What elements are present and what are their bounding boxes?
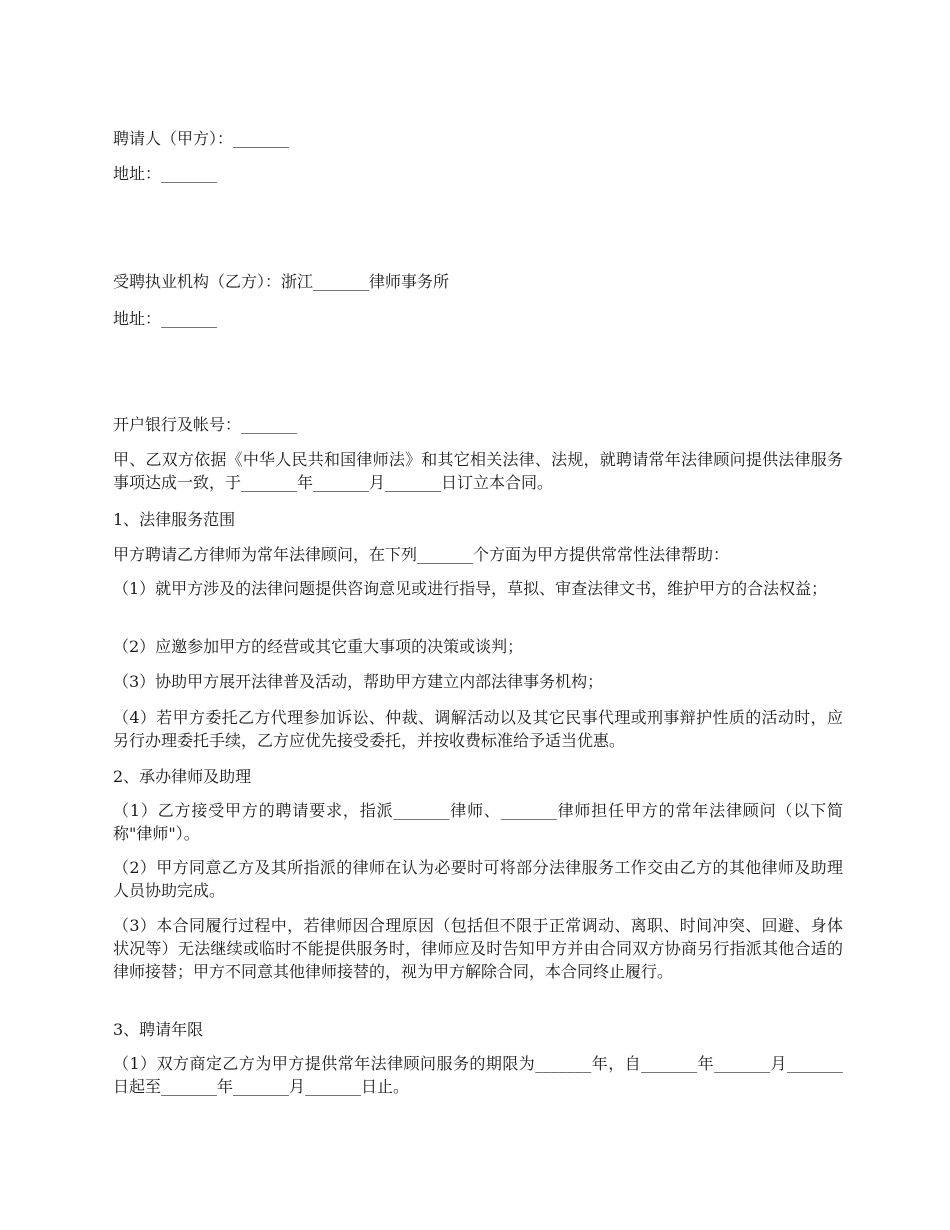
section-2-item-3: （3）本合同履行过程中，若律师因合理原因（包括但不限于正常调动、离职、时间冲突、回避、身体状况等）无法继续或临时不能提供服务时，律师应及时告知甲方并由合同双方协商另行指派其他合适的律师接替；甲方不同意其他律师接替的，视为甲方解除合同，本合同终止履行。	[113, 916, 843, 981]
section-1-item-3: （3）协助甲方展开法律普及活动，帮助甲方建立内部法律事务机构；	[113, 672, 604, 691]
employer-address-line: 地址：_______	[113, 164, 218, 183]
section-2-item-1: （1）乙方接受甲方的聘请要求，指派_______律师、_______律师担任甲方的常年法律顾问（以下简称"律师"）。	[113, 801, 843, 843]
employer-line: 聘请人（甲方）：_______	[113, 129, 290, 148]
bank-account-line: 开户银行及帐号：_______	[113, 415, 298, 434]
firm-line: 受聘执业机构（乙方）：浙江_______律师事务所	[113, 272, 450, 291]
section-1-item-4: （4）若甲方委托乙方代理参加诉讼、仲裁、调解活动以及其它民事代理或刑事辩护性质的活动时，应另行办理委托手续，乙方应优先接受委托，并按收费标准给予适当优惠。	[113, 708, 843, 750]
section-1-lead: 甲方聘请乙方律师为常年法律顾问，在下列_______个方面为甲方提供常常性法律帮助：	[113, 545, 730, 564]
section-1-title: 1、法律服务范围	[113, 510, 236, 529]
section-2-item-2: （2）甲方同意乙方及其所指派的律师在认为必要时可将部分法律服务工作交由乙方的其他律师及助理人员协助完成。	[113, 858, 843, 900]
section-1-item-1: （1）就甲方涉及的法律问题提供咨询意见或进行指导，草拟、审查法律文书，维护甲方的合法权益；	[113, 579, 828, 598]
section-2-title: 2、承办律师及助理	[113, 767, 252, 786]
section-1-item-2: （2）应邀参加甲方的经营或其它重大事项的决策或谈判；	[113, 637, 524, 656]
section-3-item-1: （1）双方商定乙方为甲方提供常年法律顾问服务的期限为_______年，自_______年_______月_______日起至_______年_______月_______日止。	[113, 1054, 843, 1096]
firm-address-line: 地址：_______	[113, 309, 218, 328]
intro-paragraph: 甲、乙双方依据《中华人民共和国律师法》和其它相关法律、法规，就聘请常年法律顾问提供法律服务事项达成一致，于_______年_______月_______日订立本合同。	[113, 450, 843, 492]
section-3-title: 3、聘请年限	[113, 1020, 204, 1039]
